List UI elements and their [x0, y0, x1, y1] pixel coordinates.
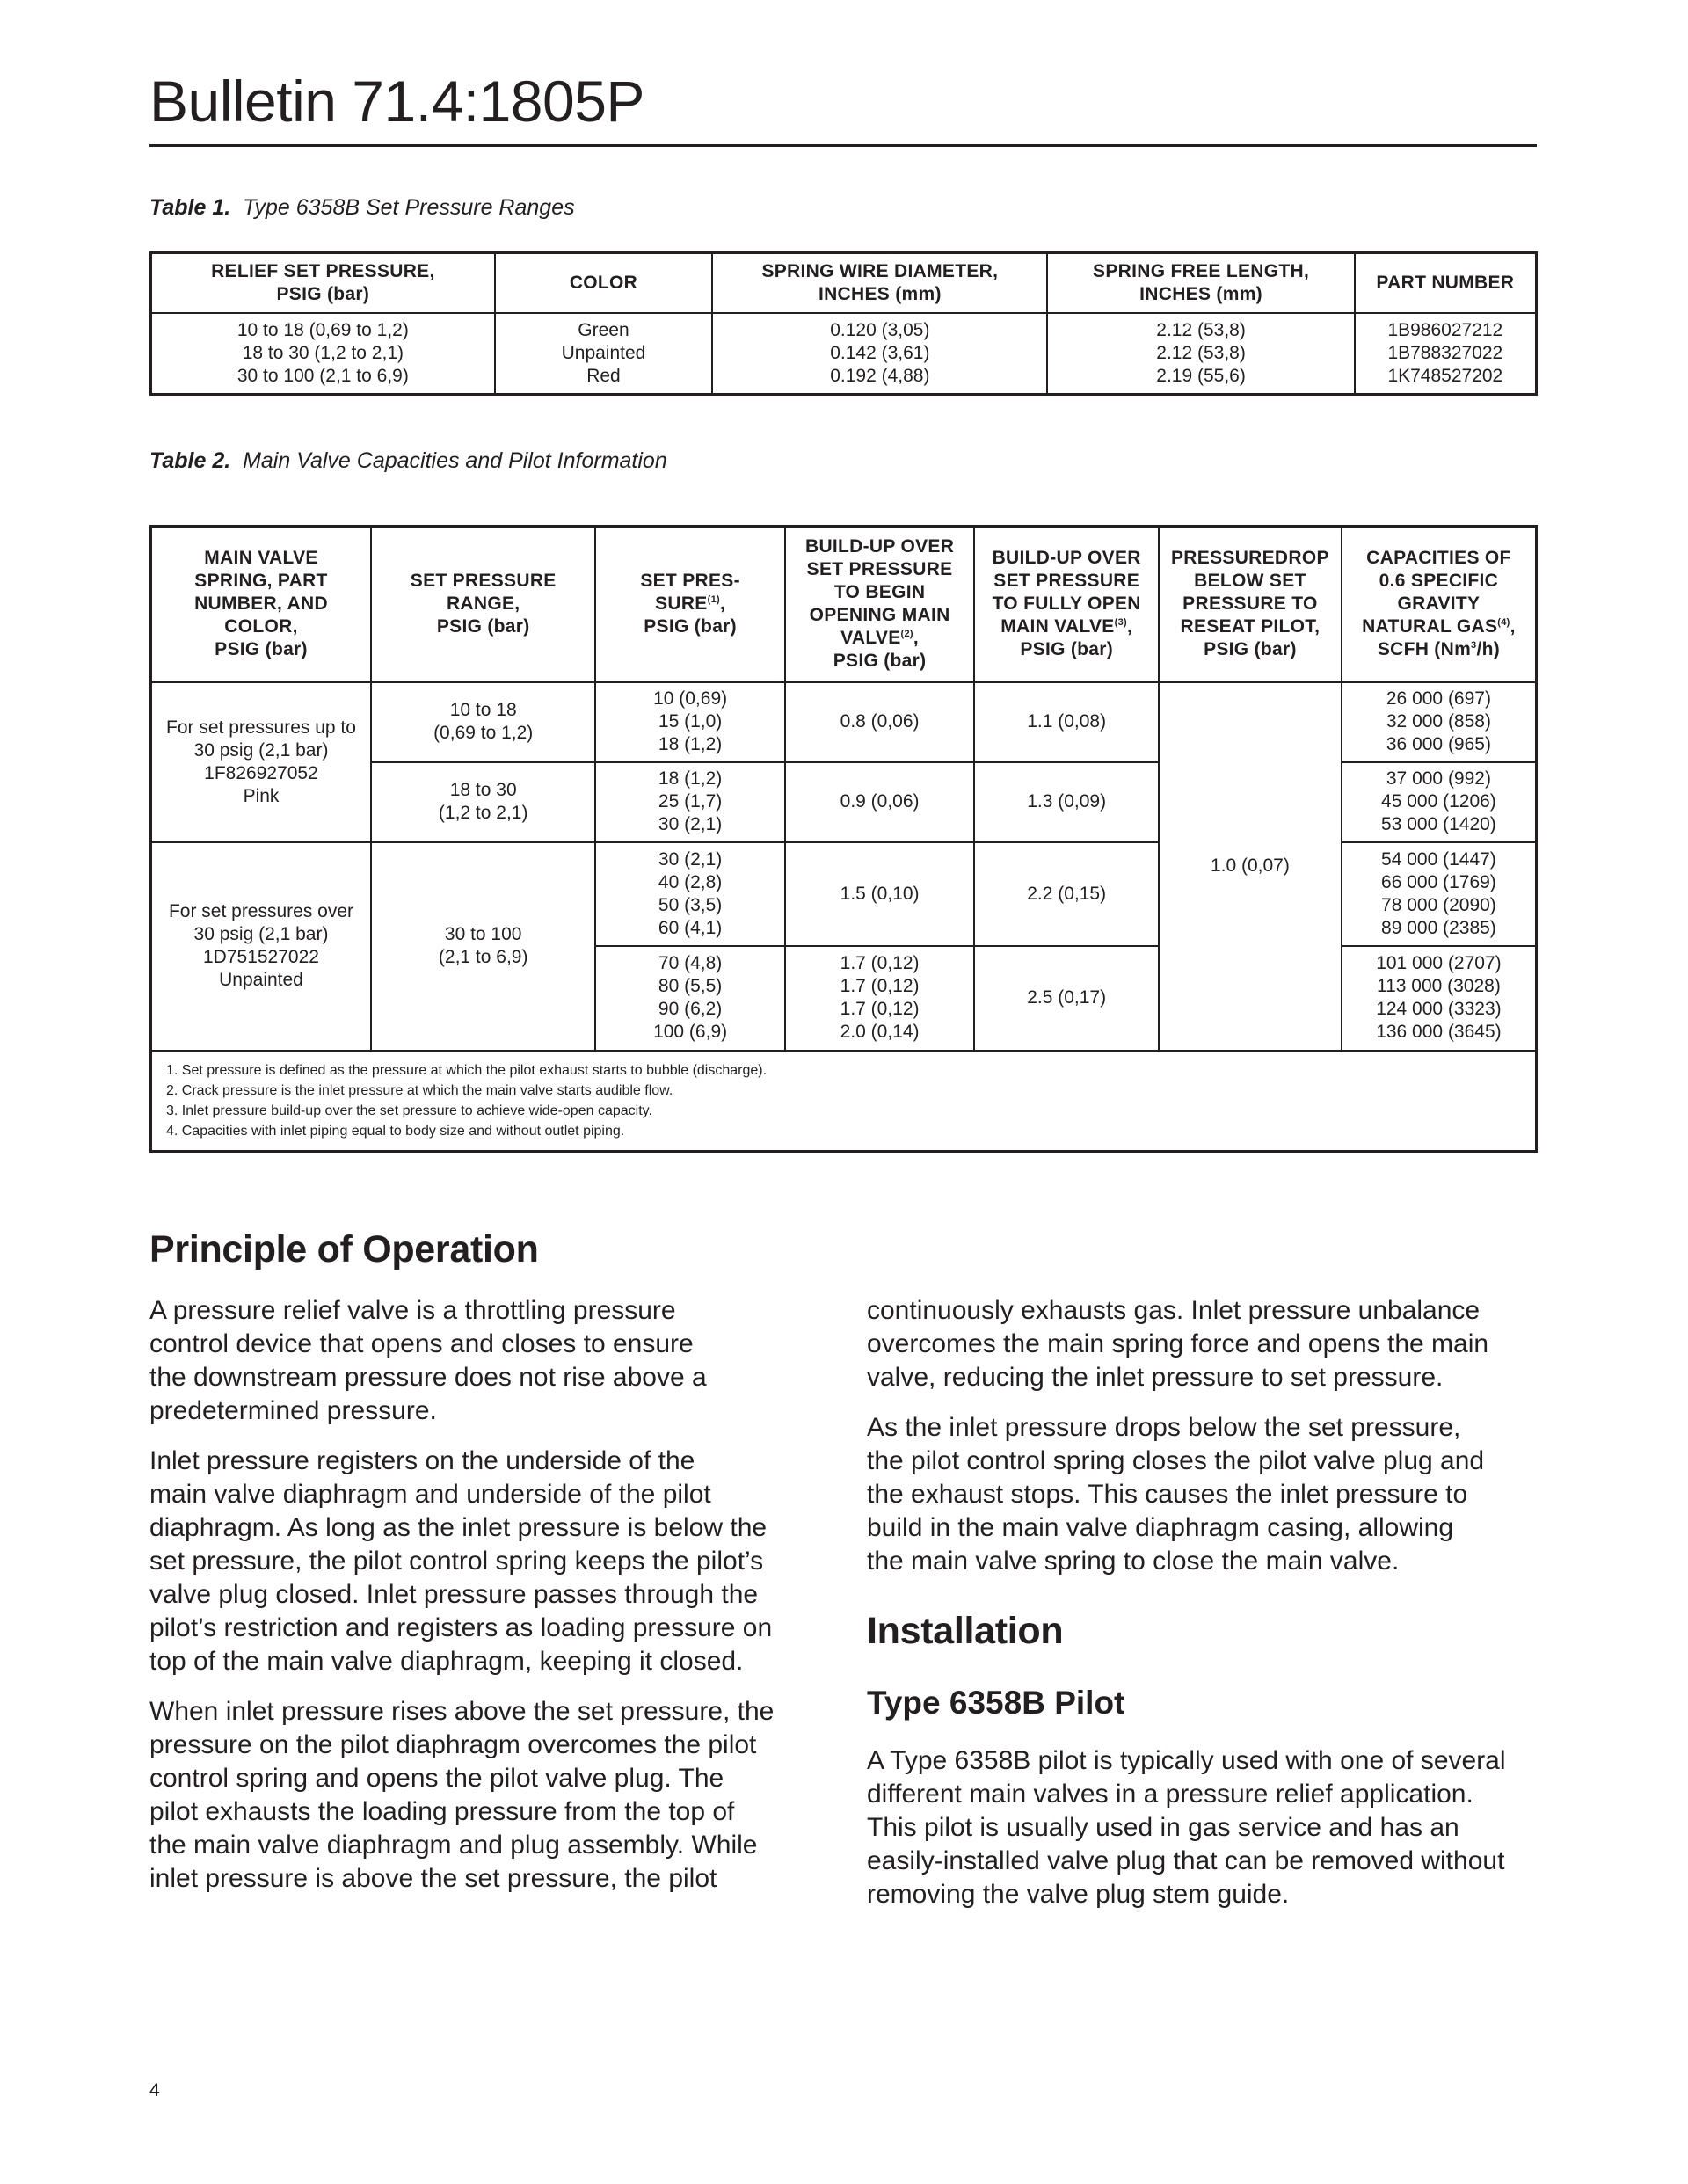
table1-caption-label: Table 1. — [149, 195, 231, 220]
table2-header-set-pressure — [595, 527, 784, 682]
table2-cap: 26 000 (697) 32 000 (858) 36 000 (965) — [1342, 682, 1537, 762]
table2-header-buildup-full — [974, 527, 1159, 682]
table2-begin: 0.8 (0,06) — [785, 682, 975, 762]
table1 — [149, 251, 1538, 396]
table2-note-4: 4. Capacities with inlet piping equal to body size and without outlet piping. — [166, 1123, 625, 1139]
table2-note-1: 1. Set pressure is defined as the pressure at which the pilot exhaust starts to bubble (discharge). — [166, 1062, 768, 1078]
table1-header-relief-set-pressure: RELIEF SET PRESSURE, PSIG (bar) — [151, 253, 495, 313]
h3-footnote: (1) — [707, 594, 720, 606]
principle-paragraph-1: A pressure relief valve is a throttling pressure control device that opens and closes to ensure the downstream pressure does not rise above a predetermined pressure. — [149, 1296, 707, 1425]
table1-header-spring-free-length: SPRING FREE LENGTH, INCHES (mm) — [1047, 253, 1354, 313]
h3-text-b: , PSIG (bar) — [644, 593, 737, 637]
principle-right-column — [867, 1294, 1553, 1595]
table2-cap: 37 000 (992) 45 000 (1206) 53 000 (1420) — [1342, 762, 1537, 842]
h4-text-b: , PSIG (bar) — [833, 628, 927, 672]
table1-header-color: COLOR — [495, 253, 713, 313]
h4-text-a: BUILD-UP OVER SET PRESSURE TO BEGIN OPENING MAIN VALVE — [804, 536, 955, 649]
h7-text-a: CAPACITIES OF 0.6 SPECIFIC GRAVITY NATURAL GAS — [1362, 548, 1511, 637]
table2-notes-row — [151, 1051, 1537, 1152]
principle-paragraph-4: continuously exhausts gas. Inlet pressure unbalance overcomes the main spring force and opens the main valve, reducing the inlet pressure to set pressure. — [867, 1296, 1489, 1392]
h4-footnote: (2) — [900, 629, 913, 640]
table2-begin: 1.7 (0,12) 1.7 (0,12) 1.7 (0,12) 2.0 (0,14) — [785, 946, 975, 1051]
table2-full: 1.3 (0,09) — [974, 762, 1159, 842]
h7-text-c: /h) — [1476, 639, 1501, 660]
table2-caption — [149, 448, 667, 474]
table2-range: 18 to 30 (1,2 to 2,1) — [371, 762, 595, 842]
h7-superscript-3: 3 — [1471, 640, 1477, 652]
table2-header-set-pressure-range: SET PRESSURE RANGE, PSIG (bar) — [371, 527, 595, 682]
table2-full: 2.2 (0,15) — [974, 842, 1159, 946]
installation-subheading: Type 6358B Pilot — [867, 1685, 1125, 1721]
table1-header-spring-wire-diameter: SPRING WIRE DIAMETER, INCHES (mm) — [712, 253, 1047, 313]
table2-full: 2.5 (0,17) — [974, 946, 1159, 1051]
table2 — [149, 525, 1538, 1153]
table2-range: 10 to 18 (0,69 to 1,2) — [371, 682, 595, 762]
bulletin-title: Bulletin 71.4:1805P — [149, 69, 644, 134]
table1-cell-color: Green Unpainted Red — [495, 313, 713, 395]
h3-text-a: SET PRES- SURE — [640, 571, 740, 615]
principle-paragraph-3: When inlet pressure rises above the set pressure, the pressure on the pilot diaphragm overcomes the pilot control spring and opens the pilot valve plug. The pilot exhausts the loading pressure from the top of the main valve diaphragm and plug assembly. While inlet pressure is above the set pressure, the pilot — [149, 1697, 775, 1893]
table2-notes — [151, 1051, 1537, 1152]
table2-header-capacities — [1342, 527, 1537, 682]
table2-caption-text: Main Valve Capacities and Pilot Information — [243, 448, 667, 473]
table1-cell-part-number: 1B986027212 1B788327022 1K748527202 — [1355, 313, 1537, 395]
table2-cap: 101 000 (2707) 113 000 (3028) 124 000 (3323) 136 000 (3645) — [1342, 946, 1537, 1051]
header-rule — [149, 144, 1537, 147]
table2-note-3: 3. Inlet pressure build-up over the set pressure to achieve wide-open capacity. — [166, 1103, 652, 1118]
installation-column — [867, 1744, 1553, 1928]
table2-begin: 1.5 (0,10) — [785, 842, 975, 946]
table2-spring-group-2: For set pressures over 30 psig (2,1 bar) 1D751527022 Unpainted — [151, 842, 371, 1051]
principle-left-column — [149, 1294, 853, 1912]
h7-footnote: (4) — [1497, 617, 1510, 629]
principle-heading: Principle of Operation — [149, 1228, 539, 1270]
table2-set: 10 (0,69) 15 (1,0) 18 (1,2) — [595, 682, 784, 762]
table2-header-pressure-drop: PRESSUREDROP BELOW SET PRESSURE TO RESEAT PILOT, PSIG (bar) — [1159, 527, 1342, 682]
table2-caption-label: Table 2. — [149, 448, 231, 473]
h5-text-a: BUILD-UP OVER SET PRESSURE TO FULLY OPEN MAIN VALVE — [992, 548, 1141, 637]
table1-caption-text: Type 6358B Set Pressure Ranges — [243, 195, 575, 220]
h5-text-b: , PSIG (bar) — [1020, 616, 1133, 660]
principle-paragraph-2: Inlet pressure registers on the underside of the main valve diaphragm and underside of the pilot diaphragm. As long as the inlet pressure is below the set pressure, the pilot control spring keeps the pilot’s valve plug closed. Inlet pressure passes through the pilot’s restriction and registers as loading pressure on top of the main valve diaphragm, keeping it closed. — [149, 1446, 773, 1676]
installation-heading: Installation — [867, 1610, 1064, 1652]
table2-header-buildup-begin — [785, 527, 975, 682]
table2-begin: 0.9 (0,06) — [785, 762, 975, 842]
table2-reseat: 1.0 (0,07) — [1159, 682, 1342, 1051]
table2-set: 70 (4,8) 80 (5,5) 90 (6,2) 100 (6,9) — [595, 946, 784, 1051]
table1-caption — [149, 194, 575, 221]
h7-text-b: , SCFH (Nm — [1377, 616, 1516, 660]
table2-cap: 54 000 (1447) 66 000 (1769) 78 000 (2090) 89 000 (2385) — [1342, 842, 1537, 946]
table2-spring-group-1: For set pressures up to 30 psig (2,1 bar) 1F826927052 Pink — [151, 682, 371, 842]
installation-paragraph: A Type 6358B pilot is typically used with one of several different main valves in a pressure relief application. This pilot is usually used in gas service and has an easily-installed valve plug that can be removed without removing the valve plug stem guide. — [867, 1746, 1506, 1909]
table1-cell-relief-set-pressure: 10 to 18 (0,69 to 1,2) 18 to 30 (1,2 to 2,1) 30 to 100 (2,1 to 6,9) — [151, 313, 495, 395]
table2-range: 30 to 100 (2,1 to 6,9) — [371, 842, 595, 1051]
table2-note-2: 2. Crack pressure is the inlet pressure at which the main valve starts audible flow. — [166, 1082, 673, 1098]
table1-cell-spring-free-length: 2.12 (53,8) 2.12 (53,8) 2.19 (55,6) — [1047, 313, 1354, 395]
table1-header-part-number: PART NUMBER — [1355, 253, 1537, 313]
page-number: 4 — [149, 2080, 160, 2100]
table2-full: 1.1 (0,08) — [974, 682, 1159, 762]
h5-footnote: (3) — [1114, 617, 1127, 629]
table2-set: 30 (2,1) 40 (2,8) 50 (3,5) 60 (4,1) — [595, 842, 784, 946]
principle-paragraph-5: As the inlet pressure drops below the set pressure, the pilot control spring closes the pilot valve plug and the exhaust stops. This causes the inlet pressure to build in the main valve diaphragm casing, allowing the main valve spring to close the main valve. — [867, 1413, 1485, 1576]
table2-set: 18 (1,2) 25 (1,7) 30 (2,1) — [595, 762, 784, 842]
table-row — [151, 682, 1537, 762]
table1-cell-spring-wire-diameter: 0.120 (3,05) 0.142 (3,61) 0.192 (4,88) — [712, 313, 1047, 395]
table2-header-main-valve-spring: MAIN VALVE SPRING, PART NUMBER, AND COLOR, PSIG (bar) — [151, 527, 371, 682]
